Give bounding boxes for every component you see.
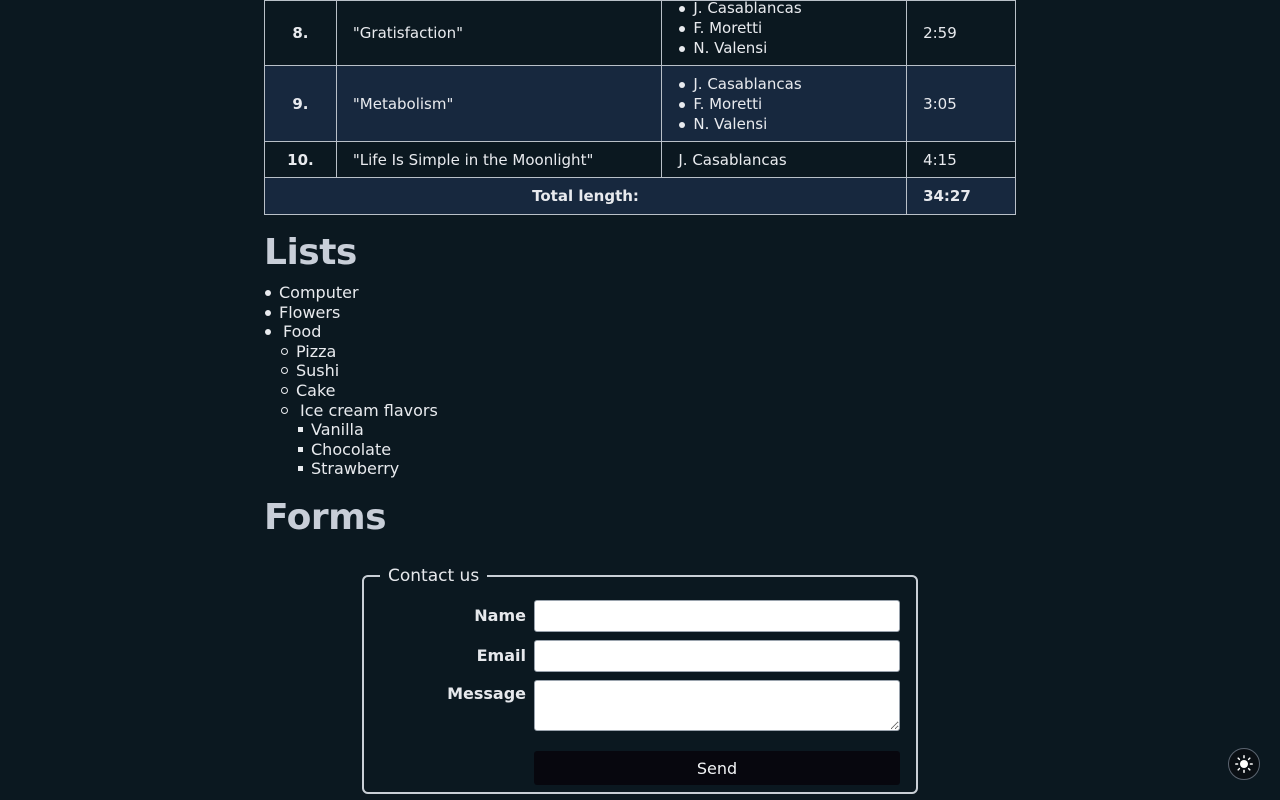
message-field[interactable] bbox=[534, 680, 900, 731]
track-length: 4:15 bbox=[907, 142, 1016, 178]
track-number: 9. bbox=[265, 66, 337, 142]
list-item: Sushi bbox=[280, 361, 438, 381]
total-length-label: Total length: bbox=[265, 178, 907, 215]
track-number: 8. bbox=[265, 1, 337, 66]
writer-item: N. Valensi bbox=[693, 114, 890, 134]
lists-heading: Lists bbox=[264, 232, 357, 273]
track-title: "Metabolism" bbox=[336, 66, 661, 142]
table-row bbox=[265, 66, 1016, 142]
track-length: 2:59 bbox=[907, 1, 1016, 66]
list-item: Chocolate bbox=[296, 440, 438, 460]
name-field[interactable] bbox=[534, 600, 900, 632]
list-item: Vanilla bbox=[296, 420, 438, 440]
track-number: 10. bbox=[265, 142, 337, 178]
list-item: Food Pizza Sushi Cake Ice cream flavors Vanilla Chocolate Strawberry bbox=[264, 322, 438, 479]
table-row bbox=[265, 1, 1016, 66]
total-length-value: 34:27 bbox=[907, 178, 1016, 215]
list-item: Pizza bbox=[280, 342, 438, 362]
tracklist-table bbox=[264, 0, 1016, 215]
list-item: Strawberry bbox=[296, 459, 438, 479]
track-title: "Life Is Simple in the Moonlight" bbox=[336, 142, 661, 178]
nested-list bbox=[264, 283, 438, 479]
track-title: "Gratisfaction" bbox=[336, 1, 661, 66]
list-item: Flowers bbox=[264, 303, 438, 323]
list-item: Cake bbox=[280, 381, 438, 401]
track-length: 3:05 bbox=[907, 66, 1016, 142]
writer-item: J. Casablancas bbox=[693, 0, 890, 18]
track-writers bbox=[662, 1, 907, 66]
email-field[interactable] bbox=[534, 640, 900, 672]
total-row bbox=[265, 178, 1016, 215]
track-writers bbox=[662, 66, 907, 142]
contact-form bbox=[362, 566, 918, 794]
main-content bbox=[264, 0, 1016, 778]
sun-icon bbox=[1235, 755, 1253, 773]
list-item: Ice cream flavors Vanilla Chocolate Strawberry bbox=[280, 401, 438, 479]
writer-item: F. Moretti bbox=[693, 94, 890, 114]
contact-legend: Contact us bbox=[388, 566, 480, 586]
table-row bbox=[265, 142, 1016, 178]
track-writers: J. Casablancas bbox=[662, 142, 907, 178]
writer-item: N. Valensi bbox=[693, 38, 890, 58]
email-label: Email bbox=[476, 646, 526, 665]
forms-heading: Forms bbox=[264, 497, 387, 538]
list-item: Computer bbox=[264, 283, 438, 303]
message-label: Message bbox=[447, 684, 526, 703]
writer-item: F. Moretti bbox=[693, 18, 890, 38]
theme-toggle-button[interactable] bbox=[1228, 748, 1260, 780]
writer-item: J. Casablancas bbox=[693, 74, 890, 94]
send-button[interactable]: Send bbox=[534, 751, 900, 785]
name-label: Name bbox=[474, 606, 526, 625]
